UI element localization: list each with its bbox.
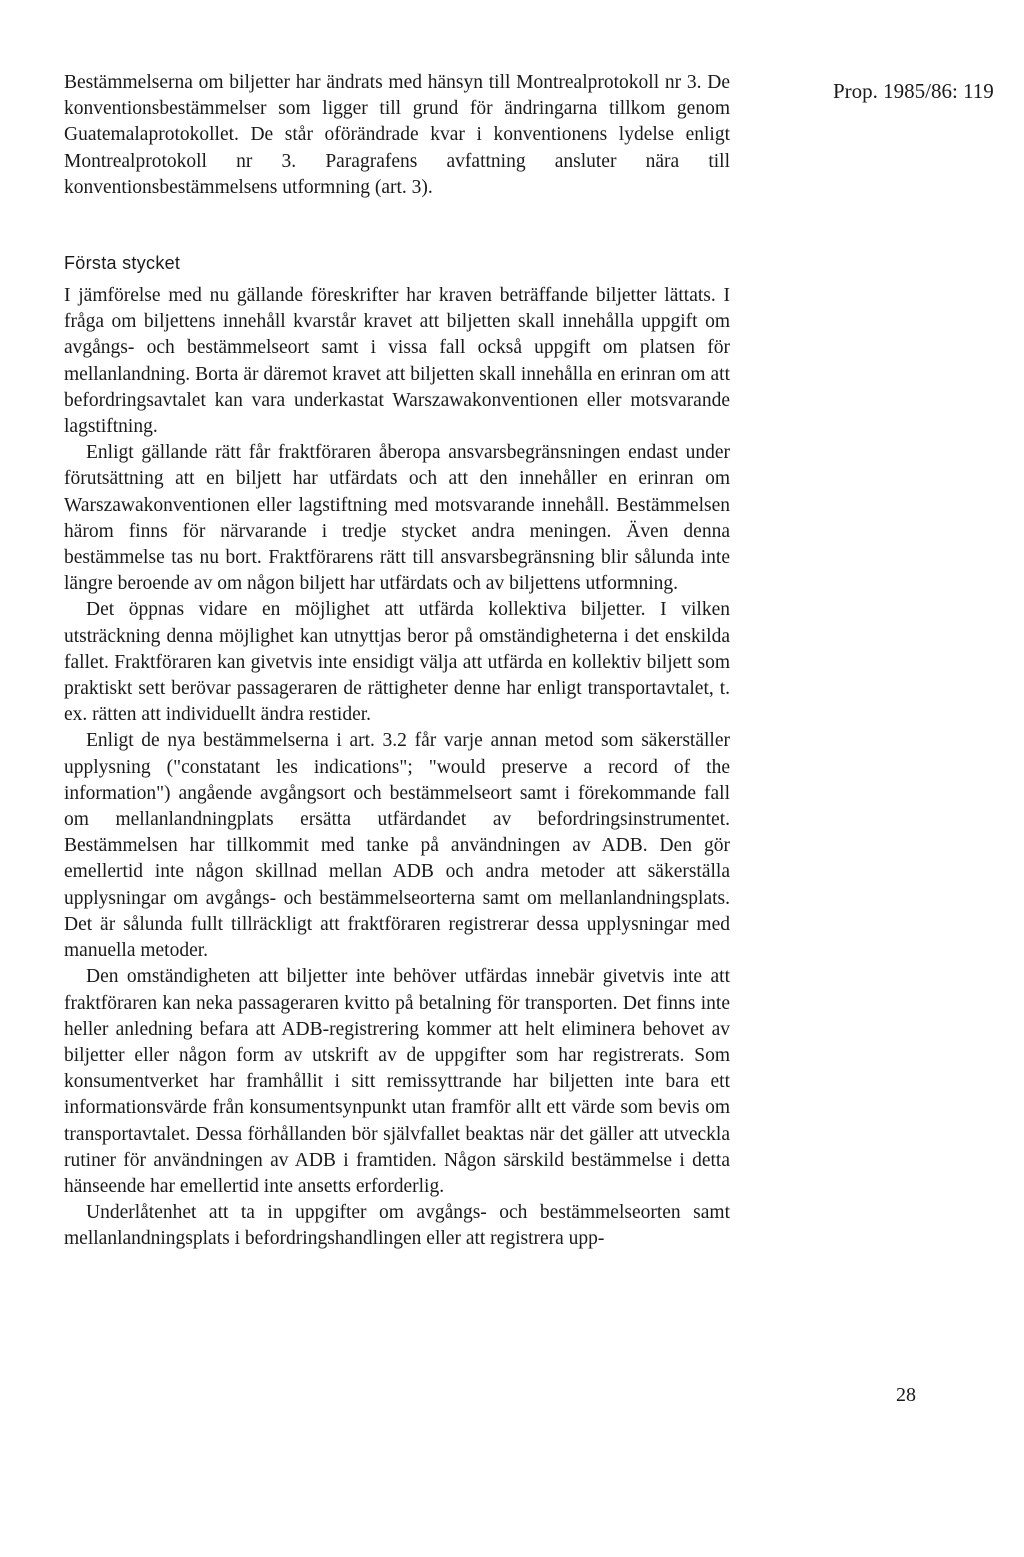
body-paragraph-1: I jämförelse med nu gällande föreskrifter har kraven beträffande biljetter lättats. I fråga om biljettens innehåll kvarstår kravet att biljetten skall innehålla uppgift om avgångs- och bestämmelseort samt i vissa fall också uppgift om platsen för mellanlandning. Borta är däremot kravet att biljetten skall innehålla en erinran om att befordringsavtalet kan vara underkastat Warszawakonventionen eller motsvarande lagstiftning.: [64, 285, 730, 438]
body-paragraph-2: Enligt gällande rätt får fraktföraren åberopa ansvarsbegränsningen endast under förutsättning att en biljett har utfärdats och att den innehåller en erinran om Warszawakonventionen eller lagstiftning med motsvarande innehåll. Bestämmelsen härom finns för närvarande i tredje stycket andra meningen. Även denna bestämmelse tas nu bort. Fraktförarens rätt till ansvarsbegränsning blir sålunda inte längre beroende av om någon biljett har utfärdats och av biljettens utformning.: [64, 442, 730, 595]
body-paragraph-6: Underlåtenhet att ta in uppgifter om avgångs- och bestämmelseorten samt mellanlandningsplats i befordringshandlingen eller att registrera upp-: [64, 1202, 730, 1250]
body-paragraph-4: Enligt de nya bestämmelserna i art. 3.2 får varje annan metod som säkerställer upplysning ("constatant les indications"; "would preserve a record of the information") angående avgångsort och bestämmelseort samt i förekommande fall om mellanlandningplats ersätta utfärdandet av befordringsinstrumentet. Bestämmelsen har tillkommit med tanke på användningen av ADB. Den gör emellertid inte någon skillnad mellan ADB och andra metoder att säkerställa upplysningar om avgångs- och bestämmelseorterna samt om mellanlandningsplats. Det är sålunda fullt tillräckligt att fraktföraren registrerar dessa upplysningar med manuella metoder.: [64, 730, 730, 962]
page-number: 28: [896, 1384, 916, 1406]
body-paragraph-5: Den omständigheten att biljetter inte behöver utfärdas innebär givetvis inte att fraktföraren kan neka passageraren kvitto på betalning för transporten. Det finns inte heller anledning befara att ADB-registrering kommer att helt eliminera behovet av biljetter eller någon form av utskrift av de uppgifter som har registrerats. Som konsumentverket har framhållit i sitt remissyttrande har biljetten inte bara ett informationsvärde från konsumentsynpunkt utan framför allt ett värde som bevis om transportavtalet. Dessa förhållanden bör självfallet beaktas när det gäller att utveckla rutiner för användningen av ADB i framtiden. Någon särskild bestämmelse i detta hänseende har emellertid inte ansetts erforderlig.: [64, 966, 730, 1197]
section-heading: Första stycket: [64, 253, 181, 274]
text-column: [64, 70, 730, 1253]
body-paragraph-3: Det öppnas vidare en möjlighet att utfärda kollektiva biljetter. I vilken utsträckning denna möjlighet kan utnyttjas beror på omständigheterna i det enskilda fallet. Fraktföraren kan givetvis inte ensidigt välja att utfärda en kollektiv biljett som praktiskt sett berövar passageraren de rättigheter denne har enligt transportavtalet, t. ex. rätten att individuellt ändra restider.: [64, 599, 730, 726]
intro-paragraph: Bestämmelserna om biljetter har ändrats med hänsyn till Montrealprotokoll nr 3. De konventionsbestämmelser som ligger till grund för ändringarna tillkom genom Guatemalaprotokollet. De står oförändrade kvar i konventionens lydelse enligt Montrealprotokoll nr 3. Paragrafens avfattning ansluter nära till konventionsbestämmelsens utformning (art. 3).: [64, 72, 730, 198]
document-reference: Prop. 1985/86: 119: [833, 79, 994, 103]
